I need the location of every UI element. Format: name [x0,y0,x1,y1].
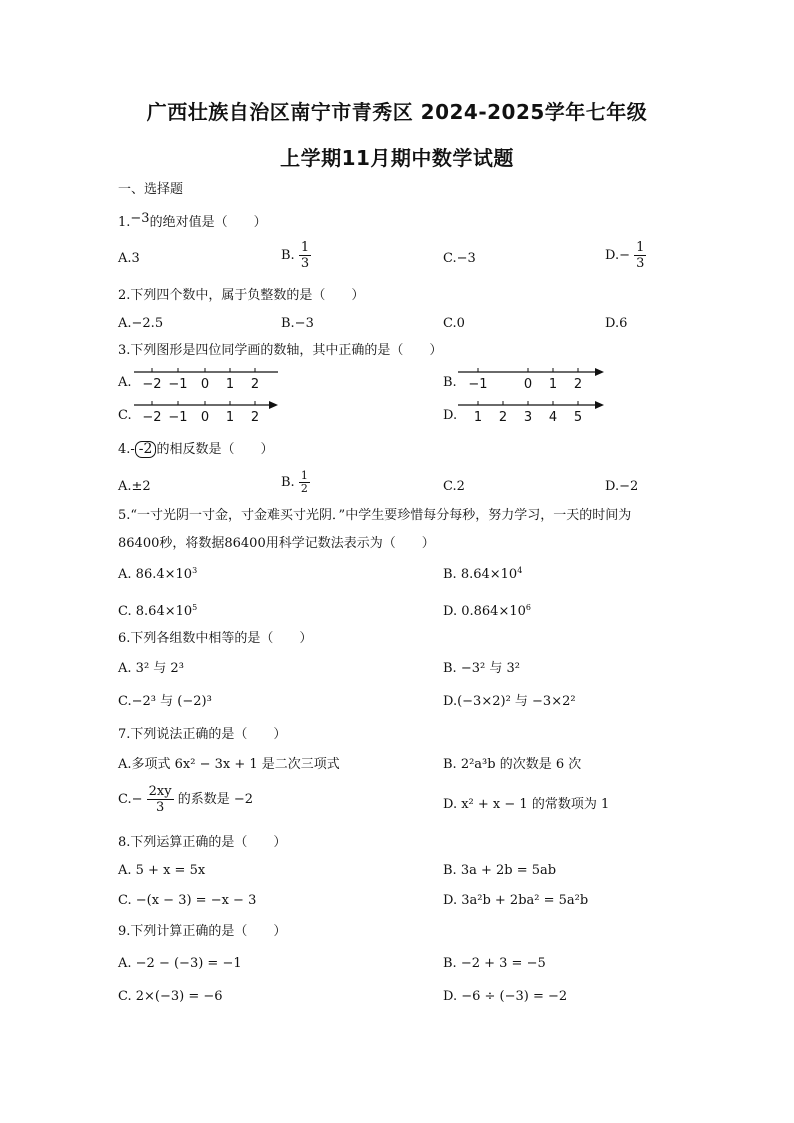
q3-option-d-label: D. [443,408,458,423]
q6-option-c [118,693,212,711]
question-2-stem: 2.下列四个数中，属于负整数的是（ ） [118,288,365,303]
q4-b-fraction [299,470,310,495]
q7-option-d: D. x² + x − 1 的常数项为 1 [443,797,610,812]
q5-option-a [118,566,197,584]
q3-b-arrow-icon [595,368,604,376]
q5-b-label: B. [443,567,457,582]
q5-d-label: D. [443,604,458,619]
q5-option-b [443,566,522,584]
q4-option-d: D.−2 [605,479,639,494]
q6-b-label: B. [443,661,457,676]
q7-c-fraction [147,784,174,815]
q6-option-b [443,660,520,678]
q5-a-base: 86.4×10 [135,567,193,582]
question-1-stem [118,210,267,232]
q3-b-tick-label: 1 [548,377,558,392]
q6-b-expr: −3² 与 3² [460,661,520,676]
q4-prefix: 4.- [118,442,135,457]
q6-c-expr: −2³ 与 (−2)³ [131,694,212,709]
q1-d-num: 1 [636,240,645,255]
q3-b-tick-label: 2 [573,377,583,392]
q3-number-line-d [456,395,606,427]
q7-c-label: C.− [118,792,143,807]
q5-c-base: 8.64×10 [135,604,193,619]
q5-b-exp: 4 [517,566,523,575]
q3-option-b-label: B. [443,375,457,390]
q1-option-b [281,240,311,271]
question-5-stem-line-2: 86400秒，将数据86400用科学记数法表示为（ ） [118,536,435,551]
page-title-line-1: 广西壮族自治区南宁市青秀区 2024-2025学年七年级 [146,100,648,124]
q3-a-tick-label: 2 [250,377,260,392]
q7-option-b: B. 2²a³b 的次数是 6 次 [443,757,582,772]
q2-option-c: C.0 [443,316,465,331]
q3-d-tick-label: 4 [548,410,558,425]
q1-expr: −3 [130,211,150,226]
q3-b-tick-label: 0 [523,377,533,392]
q6-c-label: C. [118,694,132,709]
q1-b-den: 3 [300,256,310,271]
q3-c-tick-label: −1 [168,410,188,425]
q3-a-tick-label: 1 [225,377,235,392]
q2-option-a: A.−2.5 [118,316,164,331]
question-8-stem: 8.下列运算正确的是（ ） [118,835,287,850]
q3-b-tick-label: −1 [468,377,488,392]
q5-d-exp: 6 [525,603,531,612]
q6-d-expr: (−3×2)² 与 −3×2² [457,694,576,709]
q8-option-a: A. 5 + x = 5x [118,863,206,878]
q9-option-a: A. −2 − (−3) = −1 [118,956,242,971]
q1-d-label: D.− [605,248,630,263]
q3-c-tick-label: 0 [200,410,210,425]
question-6-stem: 6.下列各组数中相等的是（ ） [118,631,313,646]
q7-c-num: 2xy [148,784,172,799]
question-5-stem-line-1: 5.“一寸光阴一寸金，寸金难买寸光阴．”中学生要珍惜每分每秒，努力学习，一天的时间为 [118,508,632,523]
q3-a-tick-label: −2 [142,377,162,392]
q8-option-d: D. 3a²b + 2ba² = 5a²b [443,893,589,908]
q4-b-num: 1 [300,469,308,482]
q5-option-c [118,603,197,621]
q4-suffix: 的相反数是（ ） [156,442,274,457]
q3-option-c-label: C. [118,408,132,423]
question-7-stem: 7.下列说法正确的是（ ） [118,727,287,742]
q3-option-a-label: A. [118,375,132,390]
q4-expr: -2 [135,441,157,458]
q3-c-tick-label: 2 [250,410,260,425]
q5-a-label: A. [118,567,132,582]
q4-option-b [281,470,310,495]
q3-d-tick-label: 3 [523,410,533,425]
q1-b-label: B. [281,248,295,263]
q3-c-arrow-icon [269,401,278,409]
q1-option-a: A.3 [118,251,140,266]
q3-d-tick-label: 2 [498,410,508,425]
q3-d-tick-label: 1 [473,410,483,425]
q1-prefix: 1. [118,215,131,230]
q7-option-a: A.多项式 6x² − 3x + 1 是二次三项式 [118,757,340,772]
q7-c-suffix: 的系数是 −2 [177,792,254,807]
q6-d-label: D. [443,694,458,709]
q3-number-line-b [456,362,606,394]
q1-b-num: 1 [300,240,310,255]
q9-option-b: B. −2 + 3 = −5 [443,956,546,971]
section-heading: 一、选择题 [118,182,184,197]
q5-b-base: 8.64×10 [460,567,518,582]
q5-c-exp: 5 [192,603,198,612]
q1-option-c: C.−3 [443,251,476,266]
q8-option-c: C. −(x − 3) = −x − 3 [118,893,257,908]
q1-option-d [605,240,646,271]
q9-option-d: D. −6 ÷ (−3) = −2 [443,989,568,1004]
q7-c-den: 3 [155,800,165,815]
q1-b-fraction [299,240,311,271]
q6-option-d [443,693,576,711]
q8-option-b: B. 3a + 2b = 5ab [443,863,557,878]
q5-option-d [443,603,531,621]
question-3-stem: 3.下列图形是四位同学画的数轴，其中正确的是（ ） [118,343,443,358]
q3-c-tick-label: 1 [225,410,235,425]
q4-b-label: B. [281,475,295,490]
q4-option-a: A.±2 [118,479,151,494]
q3-a-tick-label: 0 [200,377,210,392]
q2-option-d: D.6 [605,316,628,331]
q5-d-base: 0.864×10 [461,604,526,619]
q5-c-label: C. [118,604,132,619]
q1-suffix: 的绝对值是（ ） [149,215,267,230]
q3-a-tick-label: −1 [168,377,188,392]
page-title-line-2: 上学期11月期中数学试题 [280,146,514,170]
q4-option-c: C.2 [443,479,465,494]
question-4-stem [118,441,273,459]
q1-d-fraction [634,240,646,271]
q3-number-line-a [130,362,280,394]
question-9-stem: 9.下列计算正确的是（ ） [118,924,287,939]
q1-d-den: 3 [636,256,645,271]
q6-a-expr: 3² 与 2³ [135,661,184,676]
q3-c-tick-label: −2 [142,410,162,425]
q5-a-exp: 3 [192,566,198,575]
q3-d-arrow-icon [595,401,604,409]
q4-b-den: 2 [300,482,308,495]
q2-option-b: B.−3 [281,316,314,331]
q9-option-c: C. 2×(−3) = −6 [118,989,223,1004]
q6-option-a [118,660,184,678]
q6-a-label: A. [118,661,132,676]
q7-option-c [118,784,253,815]
q3-d-tick-label: 5 [573,410,583,425]
q3-number-line-c [130,395,280,427]
